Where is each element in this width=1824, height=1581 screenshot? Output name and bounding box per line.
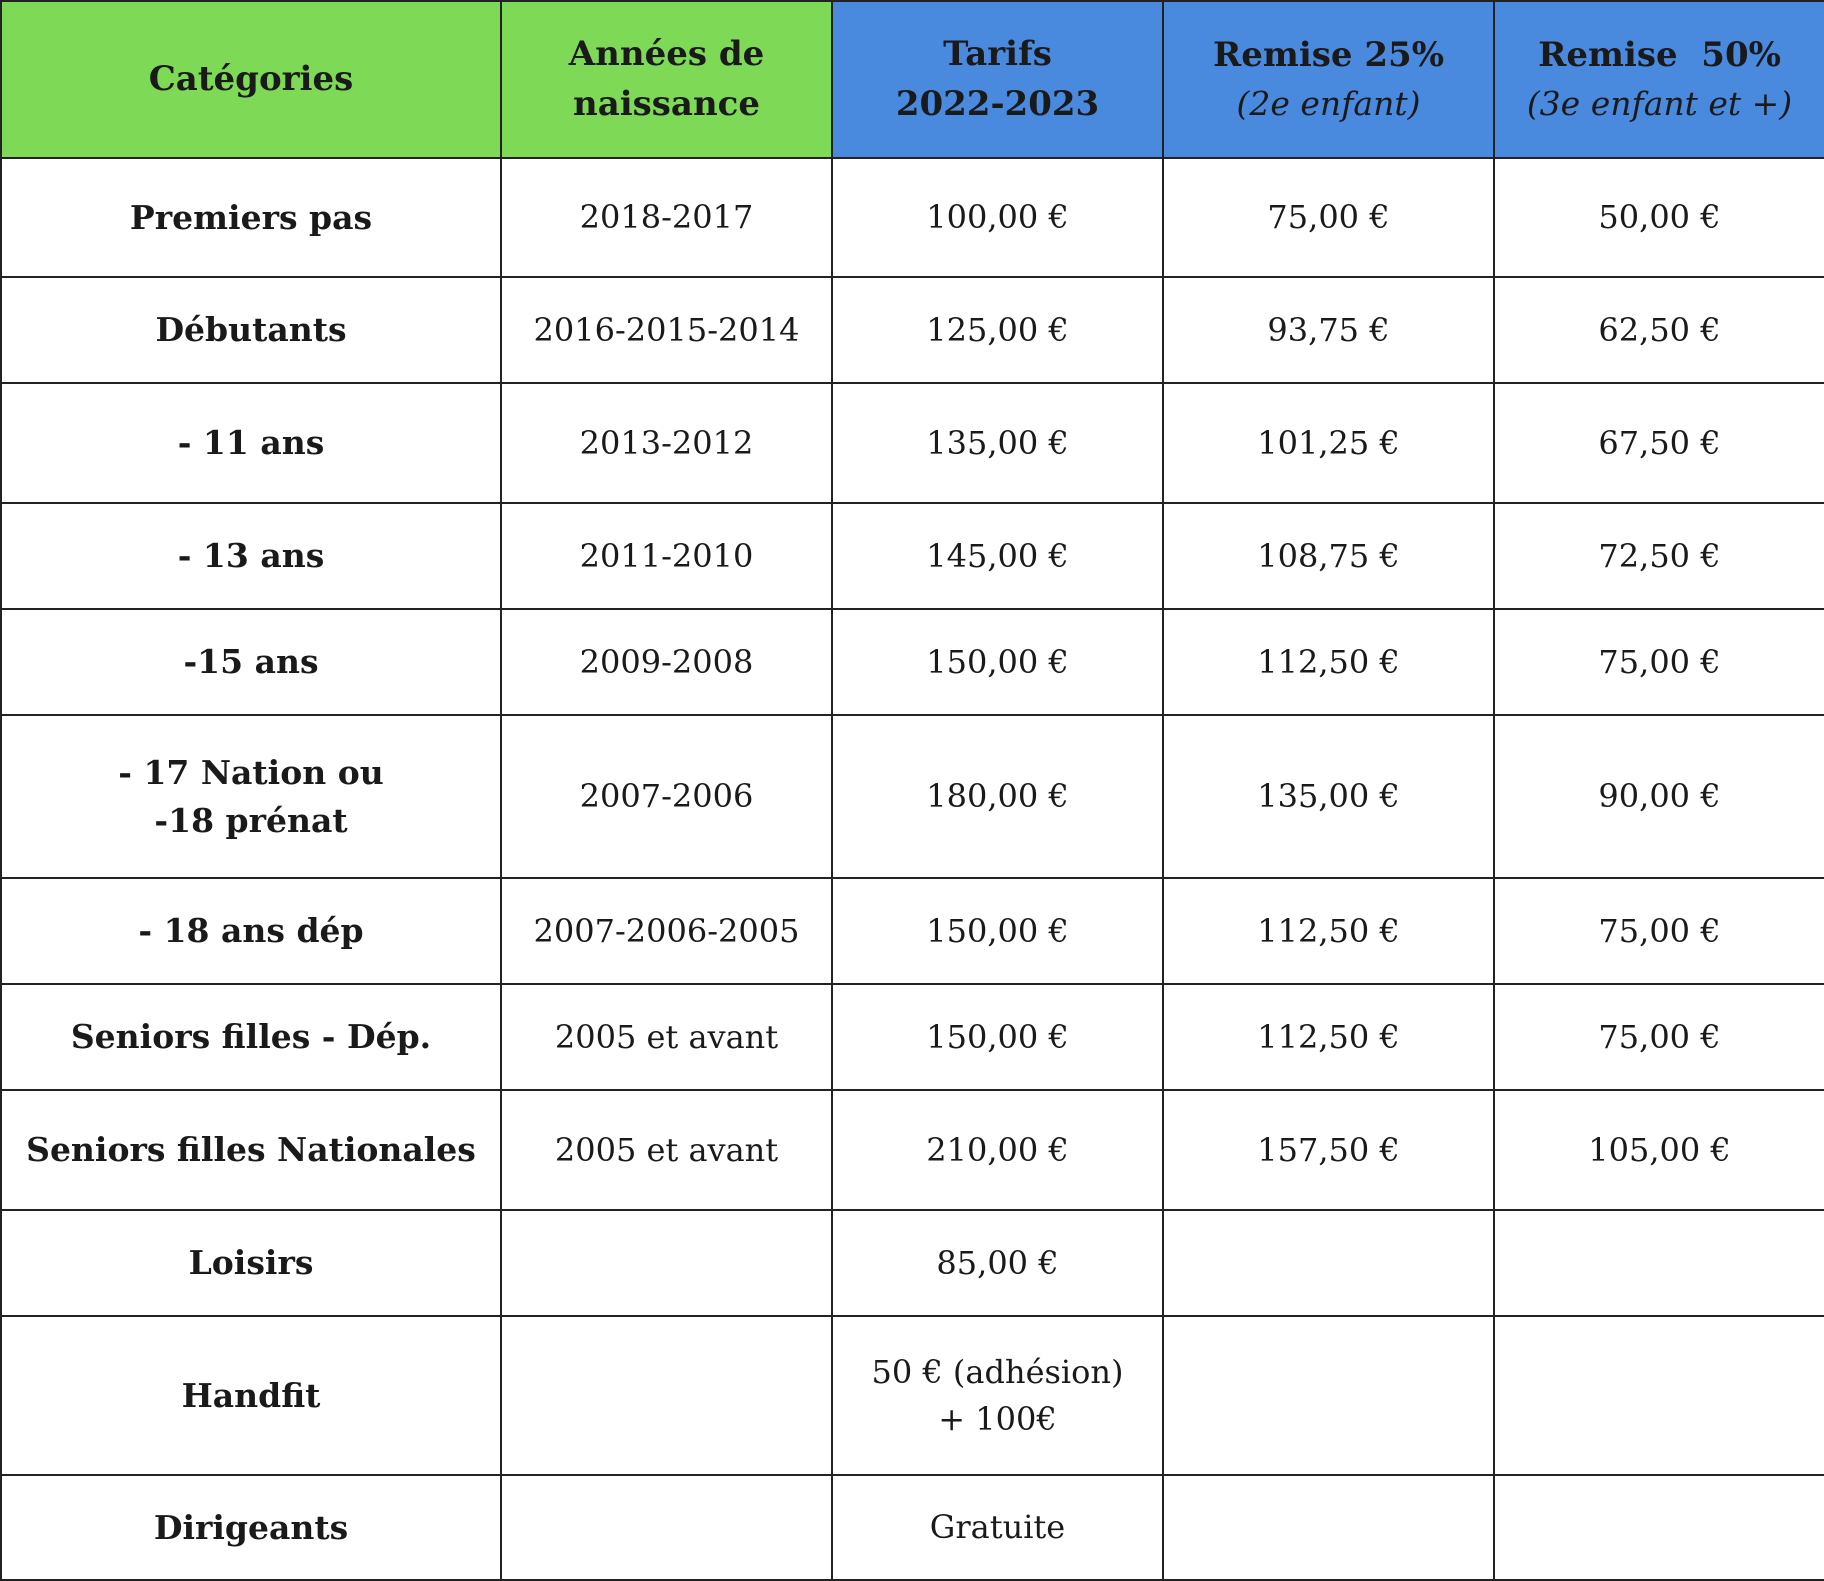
header-categories: Catégories xyxy=(1,1,501,158)
birth-years-cell: 2009-2008 xyxy=(501,609,832,715)
rate-cell: 125,00 € xyxy=(832,277,1163,383)
category-cell: - 13 ans xyxy=(1,503,501,609)
birth-years-cell: 2005 et avant xyxy=(501,1090,832,1210)
discount-25-cell: 75,00 € xyxy=(1163,158,1494,277)
table-row xyxy=(1,277,1824,383)
category-line2: -18 prénat xyxy=(154,800,348,840)
category-cell: - 18 ans dép xyxy=(1,878,501,984)
discount-25-cell: 157,50 € xyxy=(1163,1090,1494,1210)
discount-25-cell: 112,50 € xyxy=(1163,984,1494,1090)
birth-years-cell: 2013-2012 xyxy=(501,383,832,503)
discount-25-cell: 93,75 € xyxy=(1163,277,1494,383)
category-cell: Handfit xyxy=(1,1316,501,1475)
discount-25-cell xyxy=(1163,1316,1494,1475)
discount-50-cell xyxy=(1494,1210,1824,1316)
rate-cell: 210,00 € xyxy=(832,1090,1163,1210)
table-row xyxy=(1,878,1824,984)
discount-50-cell: 75,00 € xyxy=(1494,984,1824,1090)
header-birth-years-line2: naissance xyxy=(572,83,761,124)
discount-50-cell xyxy=(1494,1475,1824,1580)
discount-25-cell: 108,75 € xyxy=(1163,503,1494,609)
rate-cell: 85,00 € xyxy=(832,1210,1163,1316)
discount-25-cell: 135,00 € xyxy=(1163,715,1494,878)
table-row xyxy=(1,609,1824,715)
table-row xyxy=(1,158,1824,277)
category-cell xyxy=(1,715,501,878)
discount-50-cell: 67,50 € xyxy=(1494,383,1824,503)
rate-cell: 150,00 € xyxy=(832,878,1163,984)
header-discount-50 xyxy=(1494,1,1824,158)
birth-years-cell: 2007-2006-2005 xyxy=(501,878,832,984)
discount-25-cell: 112,50 € xyxy=(1163,609,1494,715)
header-discount-25 xyxy=(1163,1,1494,158)
category-line1: - 17 Nation ou xyxy=(118,752,384,792)
table-row xyxy=(1,1210,1824,1316)
category-cell: -15 ans xyxy=(1,609,501,715)
discount-50-cell: 72,50 € xyxy=(1494,503,1824,609)
discount-25-cell xyxy=(1163,1210,1494,1316)
table-row xyxy=(1,1475,1824,1580)
rate-line1: 50 € (adhésion) xyxy=(871,1353,1124,1392)
rate-cell: 150,00 € xyxy=(832,984,1163,1090)
discount-25-cell: 112,50 € xyxy=(1163,878,1494,984)
rate-cell: 135,00 € xyxy=(832,383,1163,503)
header-rates-line1: Tarifs xyxy=(943,34,1052,75)
discount-50-cell: 75,00 € xyxy=(1494,878,1824,984)
discount-50-cell: 62,50 € xyxy=(1494,277,1824,383)
category-cell: Débutants xyxy=(1,277,501,383)
table-row xyxy=(1,503,1824,609)
rate-cell: 180,00 € xyxy=(832,715,1163,878)
header-discount-50-note: (3e enfant et +) xyxy=(1526,84,1793,124)
category-cell: Loisirs xyxy=(1,1210,501,1316)
rate-cell: 145,00 € xyxy=(832,503,1163,609)
birth-years-cell xyxy=(501,1210,832,1316)
discount-50-cell xyxy=(1494,1316,1824,1475)
category-cell: - 11 ans xyxy=(1,383,501,503)
header-rates-line2: 2022-2023 xyxy=(895,83,1100,124)
rate-line2: + 100€ xyxy=(938,1399,1057,1438)
header-discount-50-title: Remise 50% xyxy=(1538,34,1781,75)
birth-years-cell xyxy=(501,1475,832,1580)
birth-years-cell: 2007-2006 xyxy=(501,715,832,878)
rate-cell: 100,00 € xyxy=(832,158,1163,277)
header-birth-years-line1: Années de xyxy=(568,34,765,75)
discount-50-cell: 75,00 € xyxy=(1494,609,1824,715)
header-rates xyxy=(832,1,1163,158)
birth-years-cell xyxy=(501,1316,832,1475)
birth-years-cell: 2016-2015-2014 xyxy=(501,277,832,383)
category-cell: Seniors filles - Dép. xyxy=(1,984,501,1090)
birth-years-cell: 2005 et avant xyxy=(501,984,832,1090)
category-cell: Seniors filles Nationales xyxy=(1,1090,501,1210)
discount-25-cell xyxy=(1163,1475,1494,1580)
category-cell: Premiers pas xyxy=(1,158,501,277)
rate-cell xyxy=(832,1316,1163,1475)
birth-years-cell: 2011-2010 xyxy=(501,503,832,609)
header-row xyxy=(1,1,1824,158)
table-row xyxy=(1,1090,1824,1210)
discount-50-cell: 105,00 € xyxy=(1494,1090,1824,1210)
birth-years-cell: 2018-2017 xyxy=(501,158,832,277)
table-row xyxy=(1,715,1824,878)
header-birth-years xyxy=(501,1,832,158)
discount-25-cell: 101,25 € xyxy=(1163,383,1494,503)
rate-cell: Gratuite xyxy=(832,1475,1163,1580)
table-row xyxy=(1,1316,1824,1475)
header-discount-25-note: (2e enfant) xyxy=(1236,84,1421,124)
table-row xyxy=(1,984,1824,1090)
discount-50-cell: 50,00 € xyxy=(1494,158,1824,277)
category-cell: Dirigeants xyxy=(1,1475,501,1580)
rate-cell: 150,00 € xyxy=(832,609,1163,715)
header-discount-25-title: Remise 25% xyxy=(1212,34,1444,75)
discount-50-cell: 90,00 € xyxy=(1494,715,1824,878)
table-row xyxy=(1,383,1824,503)
